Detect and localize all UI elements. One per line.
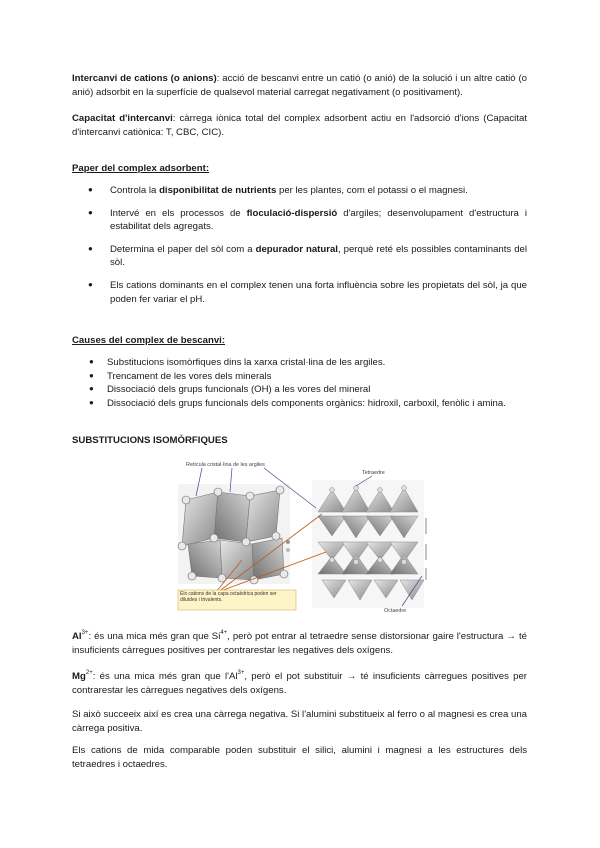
heading-causes: Causes del complex de bescanvi: xyxy=(72,335,226,346)
list-item: ● Intervé en els processos de floculació-dispersió d'argiles; desenvolupament d'estructura i estabilitat dels agregats. xyxy=(72,207,527,234)
definition-capacitat xyxy=(72,112,527,139)
clay-lattice-diagram xyxy=(172,456,438,616)
tetrahedra-illustration xyxy=(312,480,426,608)
list-item: ● Determina el paper del sòl com a depurador natural, perquè reté els possibles contaminants del sòl. xyxy=(72,243,527,270)
figure-label-octa: Octaedre xyxy=(384,608,407,614)
mg-paragraph: $Mg^{2+}$: és una mica més gran que $l'Al^{3+}$, però el pot substituir → té insuficients càrregues positives per contrarestar les càrregues negatives dels oxígens. xyxy=(72,670,527,696)
figure-label-top: Retícula cristal·lina de les argiles xyxy=(186,462,265,468)
clay-lattice-figure xyxy=(172,456,438,616)
definition-intercanvi xyxy=(72,72,527,99)
term-capacitat: Capacitat d'intercanvi xyxy=(72,113,173,124)
causes-list xyxy=(72,356,527,410)
definition-intercanvi-text: : acció de bescanvi entre un catió (o anió) de la solució i un altre catió (o anió) adsorbit en la superfície de qualsevol material carregat negativament (o positivament). xyxy=(72,73,527,98)
charge-paragraph: Si això succeeix així es crea una càrrega negativa. Si l'alumini substitueix al ferro o al magnesi es crea una càrrega positiva. xyxy=(72,709,527,734)
list-item: ● Dissociació dels grups funcionals dels components orgànics: hidroxil, carboxil, fenòlic i amina. xyxy=(72,397,527,411)
cations-paragraph: Els cations de mida comparable poden substituir el silici, alumini i magnesi a les estructures dels tetraedres i octaedres. xyxy=(72,745,527,770)
paper-list xyxy=(72,184,527,306)
heading-substitucions: SUBSTITUCIONS ISOMÒRFIQUES xyxy=(72,435,228,446)
list-item: ● Substitucions isomòrfiques dins la xarxa cristal·lina de les argiles. xyxy=(72,356,527,370)
list-item: ● Dissociació dels grups funcionals (OH) a les vores del mineral xyxy=(72,383,527,397)
figure-label-tetra: Tetraedre xyxy=(362,470,385,476)
list-item: ● Controla la disponibilitat de nutrients per les plantes, com el potassi o el magnesi. xyxy=(72,184,527,198)
octahedra-illustration xyxy=(178,484,290,584)
term-intercanvi: Intercanvi de cations (o anions) xyxy=(72,73,217,84)
list-item: ● Trencament de les vores dels minerals xyxy=(72,370,527,384)
figure-label-bottom: Els cations de la capa octaèdrica poden ser diluïdes i trivalents. xyxy=(180,591,277,604)
heading-paper: Paper del complex adsorbent: xyxy=(72,163,210,174)
definition-capacitat-text: : càrrega iònica total del complex adsorbent actiu en l'adsorció d'ions (Capacitat d'intercanvi catiònica: T, CBC, CIC). xyxy=(72,113,527,138)
list-item: ● Els cations dominants en el complex tenen una forta influència sobre les propietats del sòl, ja que poden fer variar el pH. xyxy=(72,279,527,306)
al-paragraph: $Al^{3+}$: és una mica més gran que $Si^{4+}$, però pot entrar al tetraedre sense distorsionar gaire l'estructura → té insuficients càrregues positives per contrarestar les negatives dels oxígens. xyxy=(72,630,527,656)
